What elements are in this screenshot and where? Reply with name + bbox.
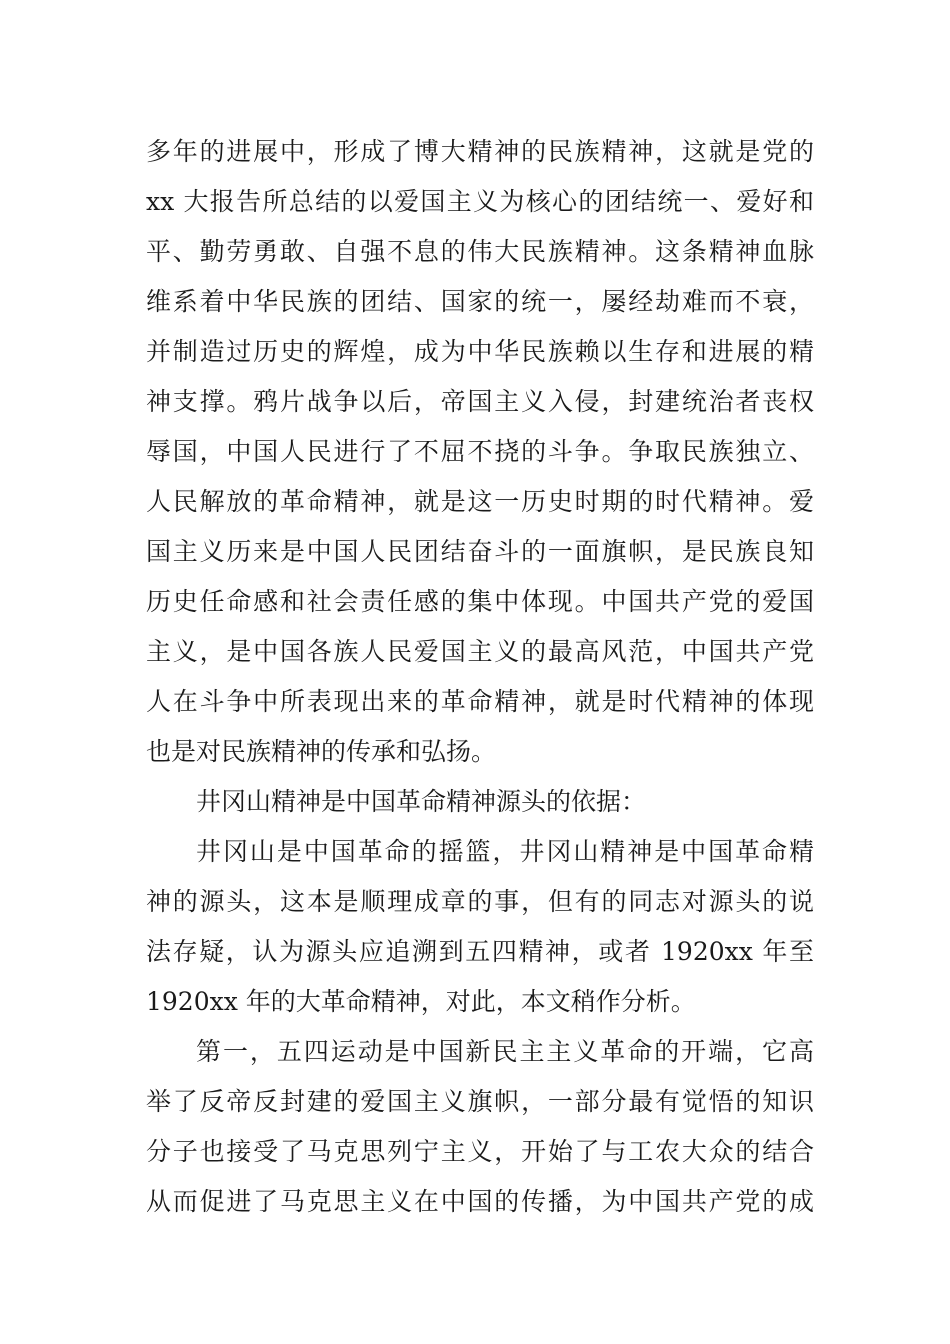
text-line: 并制造过历史的辉煌，成为中华民族赖以生存和进展的精 <box>146 337 814 366</box>
text-line: 法存疑，认为源头应追溯到五四精神，或者 1920xx 年至 <box>146 937 814 966</box>
text-line: 1920xx 年的大革命精神，对此，本文稍作分析。 <box>146 987 696 1016</box>
text-line: xx 大报告所总结的以爱国主义为核心的团结统一、爱好和 <box>146 187 814 216</box>
text-line: 举了反帝反封建的爱国主义旗帜，一部分最有觉悟的知识 <box>146 1087 814 1116</box>
text-line: 神的源头，这本是顺理成章的事，但有的同志对源头的说 <box>146 887 814 916</box>
text-line: 神支撑。鸦片战争以后，帝国主义入侵，封建统治者丧权 <box>146 387 814 416</box>
text-line: 历史任命感和社会责任感的集中体现。中国共产党的爱国 <box>146 587 814 616</box>
text-line: 第一，五四运动是中国新民主主义革命的开端，它高 <box>196 1037 814 1066</box>
text-line: 从而促进了马克思主义在中国的传播，为中国共产党的成 <box>146 1187 814 1216</box>
text-line: 分子也接受了马克思列宁主义，开始了与工农大众的结合 <box>146 1137 814 1166</box>
text-line: 井冈山是中国革命的摇篮，井冈山精神是中国革命精 <box>196 837 814 866</box>
text-line: 主义，是中国各族人民爱国主义的最高风范，中国共产党 <box>146 637 814 666</box>
text-line: 辱国，中国人民进行了不屈不挠的斗争。争取民族独立、 <box>146 437 814 466</box>
text-line: 维系着中华民族的团结、国家的统一，屡经劫难而不衰， <box>146 287 814 316</box>
text-line: 人民解放的革命精神，就是这一历史时期的时代精神。爱 <box>146 487 814 516</box>
text-line: 平、勤劳勇敢、自强不息的伟大民族精神。这条精神血脉 <box>146 237 814 266</box>
text-line: 也是对民族精神的传承和弘扬。 <box>146 737 497 766</box>
text-line: 国主义历来是中国人民团结奋斗的一面旗帜，是民族良知 <box>146 537 814 566</box>
text-line: 多年的进展中，形成了博大精神的民族精神，这就是党的 <box>146 137 814 166</box>
text-line: 人在斗争中所表现出来的革命精神，就是时代精神的体现 <box>146 687 814 716</box>
section-heading-line: 井冈山精神是中国革命精神源头的依据： <box>196 787 647 816</box>
